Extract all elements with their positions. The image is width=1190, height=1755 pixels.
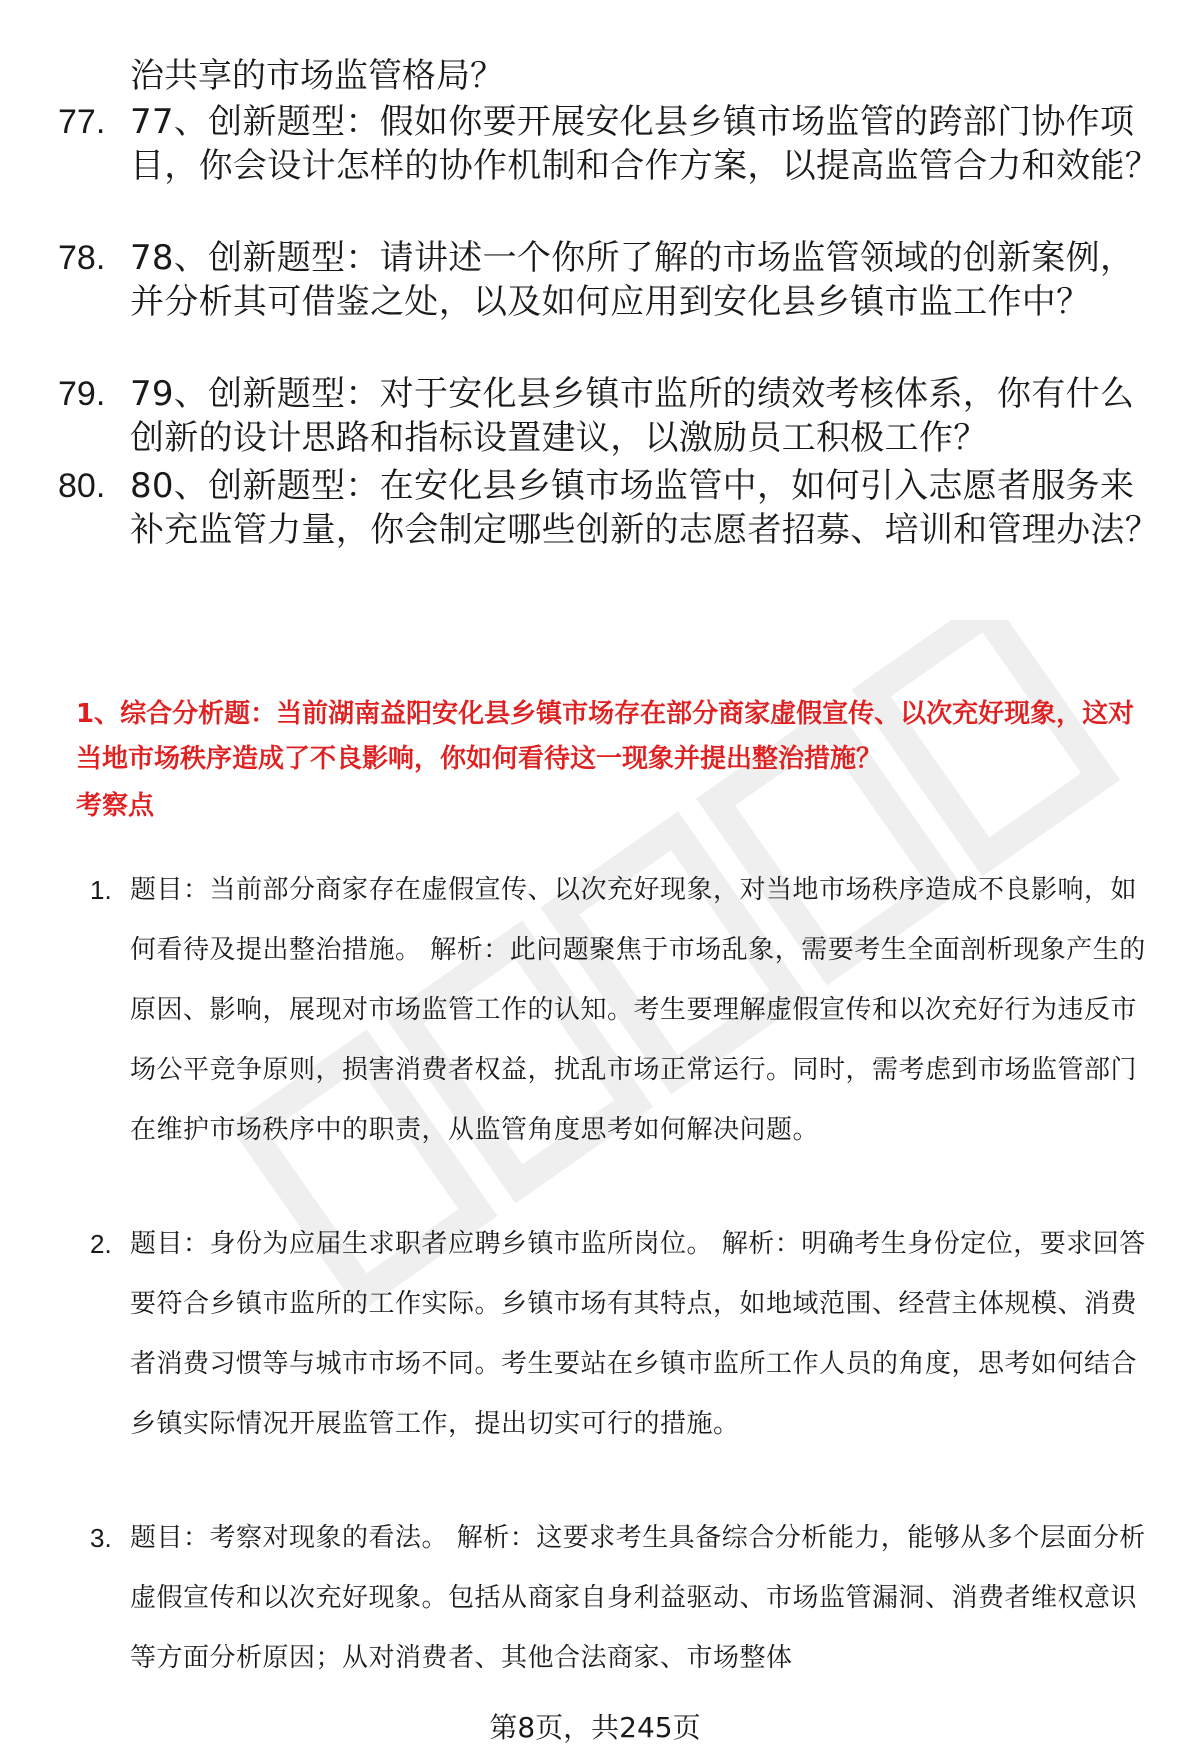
list-item-text: 78、创新题型：请讲述一个你所了解的市场监管领域的创新案例，并分析其可借鉴之处，以及如何应用到安化县乡镇市监工作中？ xyxy=(130,238,1135,322)
section-subtitle: 考察点 xyxy=(76,791,155,821)
list-item-number: 79. xyxy=(58,375,106,413)
analysis-point-number: 2. xyxy=(90,1229,112,1259)
list-item-number: 77. xyxy=(58,103,106,141)
analysis-point-number: 1. xyxy=(90,875,112,905)
list-item-number: 78. xyxy=(58,239,106,277)
analysis-point-number: 3. xyxy=(90,1523,112,1553)
continued-question-line: 治共享的市场监管格局？ xyxy=(130,56,504,96)
analysis-point-text: 题目：考察对现象的看法。 解析：这要求考生具备综合分析能力，能够从多个层面分析虚假宣传和以次充好现象。包括从商家自身利益驱动、市场监管漏洞、消费者维权意识等方面分析原因；从对消费者、其他合法商家、市场整体 xyxy=(130,1523,1146,1673)
list-item-text: 79、创新题型：对于安化县乡镇市监所的绩效考核体系，你有什么创新的设计思路和指标设置建议，以激励员工积极工作？ xyxy=(130,374,1135,458)
analysis-point-text: 题目：身份为应届生求职者应聘乡镇市监所岗位。 解析：明确考生身份定位，要求回答要符合乡镇市监所的工作实际。乡镇市场有其特点，如地域范围、经营主体规模、消费者消费习惯等与城市市场不同。考生要站在乡镇市监所工作人员的角度，思考如何结合乡镇实际情况开展监管工作，提出切实可行的措施。 xyxy=(130,1229,1146,1439)
list-item-text: 80、创新题型：在安化县乡镇市场监管中，如何引入志愿者服务来补充监管力量，你会制定哪些创新的志愿者招募、培训和管理办法？ xyxy=(130,466,1159,550)
page-footer: 第8页，共245页 xyxy=(489,1711,701,1744)
section-title: 1、综合分析题：当前湖南益阳安化县乡镇市场存在部分商家虚假宣传、以次充好现象，这对当地市场秩序造成了不良影响，你如何看待这一现象并提出整治措施？ xyxy=(76,699,1135,774)
analysis-point-text: 题目：当前部分商家存在虚假宣传、以次充好现象，对当地市场秩序造成不良影响，如何看待及提出整治措施。 解析：此问题聚焦于市场乱象，需要考生全面剖析现象产生的原因、影响，展现对市场监管工作的认知。考生要理解虚假宣传和以次充好行为违反市场公平竞争原则，损害消费者权益，扰乱市场正常运行。同时，需考虑到市场监管部门在维护市场秩序中的职责，从监管角度思考如何解决问题。 xyxy=(130,875,1146,1145)
list-item-number: 80. xyxy=(58,467,106,505)
list-item-text: 77、创新题型：假如你要开展安化县乡镇市场监管的跨部门协作项目，你会设计怎样的协作机制和合作方案，以提高监管合力和效能？ xyxy=(130,102,1159,186)
